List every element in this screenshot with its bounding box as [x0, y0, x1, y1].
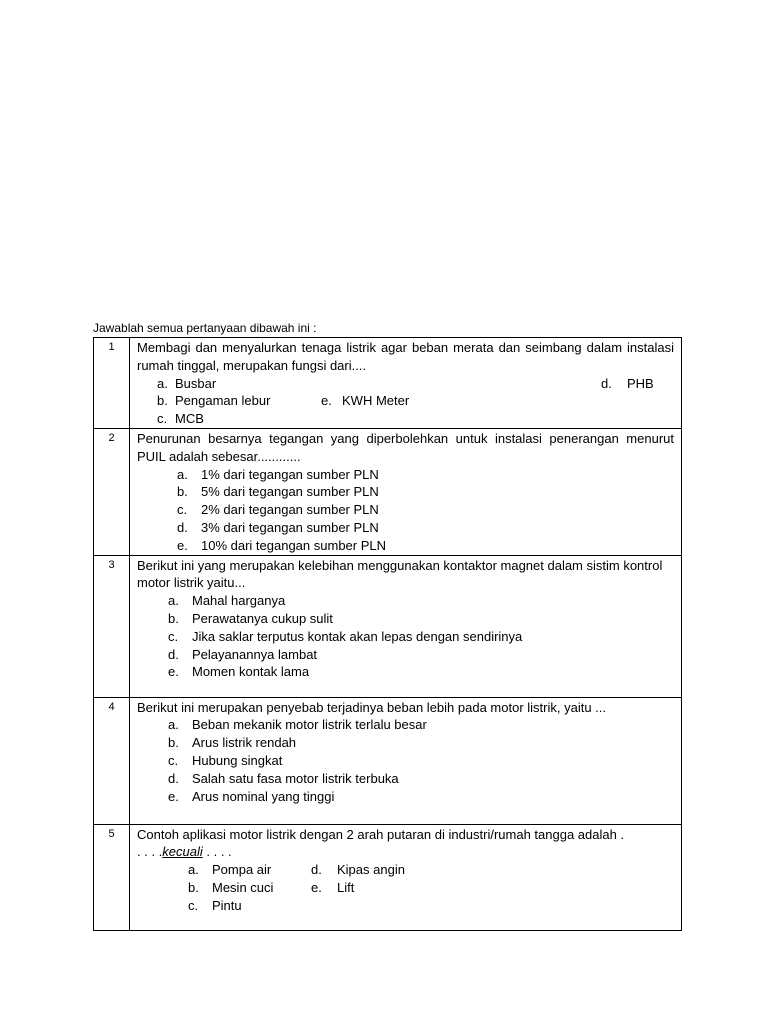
- option-text: PHB: [627, 375, 654, 391]
- option-text: Momen kontak lama: [192, 664, 310, 680]
- option-text: Salah satu fasa motor listrik terbuka: [192, 770, 399, 786]
- option-text: Pelayanannya lambat: [192, 646, 318, 662]
- option-letter: d.: [311, 862, 322, 878]
- option-letter: c.: [168, 628, 179, 644]
- option-letter: b.: [168, 735, 179, 751]
- question-text-pre: . . . .: [137, 844, 163, 860]
- option: [137, 646, 674, 664]
- option-letter: c.: [177, 502, 188, 518]
- option-text: Arus listrik rendah: [192, 735, 297, 751]
- question-number: 4: [94, 697, 130, 824]
- option-letter: b.: [157, 393, 168, 409]
- question-number: 2: [94, 428, 130, 555]
- option-text: Pintu: [212, 897, 242, 913]
- question-body: [130, 555, 682, 697]
- option-text: 1% dari tegangan sumber PLN: [201, 466, 379, 482]
- option-letter: c.: [168, 752, 179, 768]
- option-text: Kipas angin: [337, 862, 405, 878]
- instruction-text: Jawablah semua pertanyaan dibawah ini :: [93, 321, 317, 335]
- question-number: 5: [94, 824, 130, 930]
- option-letter: c.: [157, 411, 168, 427]
- option: [137, 770, 674, 788]
- option-letter: e.: [311, 879, 322, 895]
- option-text: Jika saklar terputus kontak akan lepas dengan sendirinya: [192, 628, 523, 644]
- option-text: Lift: [337, 879, 355, 895]
- question-text-post: . . . .: [202, 844, 232, 860]
- question-body: [130, 428, 682, 555]
- option: [137, 788, 674, 806]
- option-row: [137, 392, 674, 410]
- option: [137, 610, 674, 628]
- option-text: Pengaman lebur: [175, 393, 271, 409]
- question-row: [94, 428, 682, 555]
- question-text: Penurunan besarnya tegangan yang diperbolehkan untuk instalasi penerangan menurut PUIL adalah sebesar............: [137, 430, 674, 464]
- option: [137, 501, 674, 519]
- option-letter: d.: [168, 770, 179, 786]
- option-row: [137, 879, 674, 897]
- option-text: Pompa air: [212, 862, 272, 878]
- option: [137, 466, 674, 484]
- option-letter: a.: [168, 717, 179, 733]
- question-text-cont: [137, 843, 674, 861]
- option: [137, 716, 674, 734]
- question-text: Membagi dan menyalurkan tenaga listrik agar beban merata dan seimbang dalam instalasi rumah tinggal, merupakan fungsi dari....: [137, 340, 674, 373]
- question-text: Berikut ini yang merupakan kelebihan menggunakan kontaktor magnet dalam sistim kontrol motor listrik yaitu...: [137, 557, 663, 591]
- option: [137, 519, 674, 537]
- option: [137, 628, 674, 646]
- option-row: [137, 410, 674, 428]
- option: [137, 734, 674, 752]
- option-text: Busbar: [175, 375, 217, 391]
- question-body: [130, 824, 682, 930]
- option-letter: e.: [168, 788, 179, 804]
- question-number: 3: [94, 555, 130, 697]
- option-letter: a.: [157, 375, 168, 391]
- option-letter: e.: [168, 664, 179, 680]
- option-text: KWH Meter: [342, 393, 410, 409]
- option: [137, 537, 674, 555]
- question-body: [130, 697, 682, 824]
- option: [137, 483, 674, 501]
- option-row: [137, 375, 674, 393]
- option-letter: e.: [321, 393, 332, 409]
- question-text: Contoh aplikasi motor listrik dengan 2 arah putaran di industri/rumah tangga adalah .: [137, 826, 625, 842]
- option-letter: b.: [177, 484, 188, 500]
- option: [137, 592, 674, 610]
- question-text: Berikut ini merupakan penyebab terjadinya beban lebih pada motor listrik, yaitu ...: [137, 699, 606, 715]
- option-text: Mahal harganya: [192, 593, 286, 609]
- option-row: [137, 861, 674, 879]
- question-row: [94, 697, 682, 824]
- option: [137, 752, 674, 770]
- option-letter: e.: [177, 537, 188, 553]
- question-row: [94, 824, 682, 930]
- option-text: 3% dari tegangan sumber PLN: [201, 519, 379, 535]
- question-row: [94, 338, 682, 429]
- option-letter: d.: [177, 519, 188, 535]
- question-number: 1: [94, 338, 130, 429]
- option-letter: d.: [168, 646, 179, 662]
- option-text: 5% dari tegangan sumber PLN: [201, 484, 379, 500]
- option: [137, 663, 674, 681]
- option-letter: b.: [188, 879, 199, 895]
- option-letter: b.: [168, 610, 179, 626]
- option-text: Arus nominal yang tinggi: [192, 788, 335, 804]
- option-letter: a.: [188, 862, 199, 878]
- question-body: [130, 338, 682, 429]
- option-text: Mesin cuci: [212, 879, 274, 895]
- option-text: Perawatanya cukup sulit: [192, 610, 333, 626]
- option-text: 2% dari tegangan sumber PLN: [201, 502, 379, 518]
- option-row: [137, 897, 674, 915]
- option-letter: a.: [177, 466, 188, 482]
- option-letter: d.: [601, 375, 612, 391]
- question-emphasis: kecuali: [162, 844, 203, 860]
- option-text: MCB: [175, 411, 204, 427]
- option-letter: c.: [188, 897, 199, 913]
- question-table: [93, 337, 682, 931]
- option-letter: a.: [168, 593, 179, 609]
- option-text: 10% dari tegangan sumber PLN: [201, 537, 387, 553]
- question-row: [94, 555, 682, 697]
- option-text: Beban mekanik motor listrik terlalu besar: [192, 717, 427, 733]
- option-text: Hubung singkat: [192, 752, 283, 768]
